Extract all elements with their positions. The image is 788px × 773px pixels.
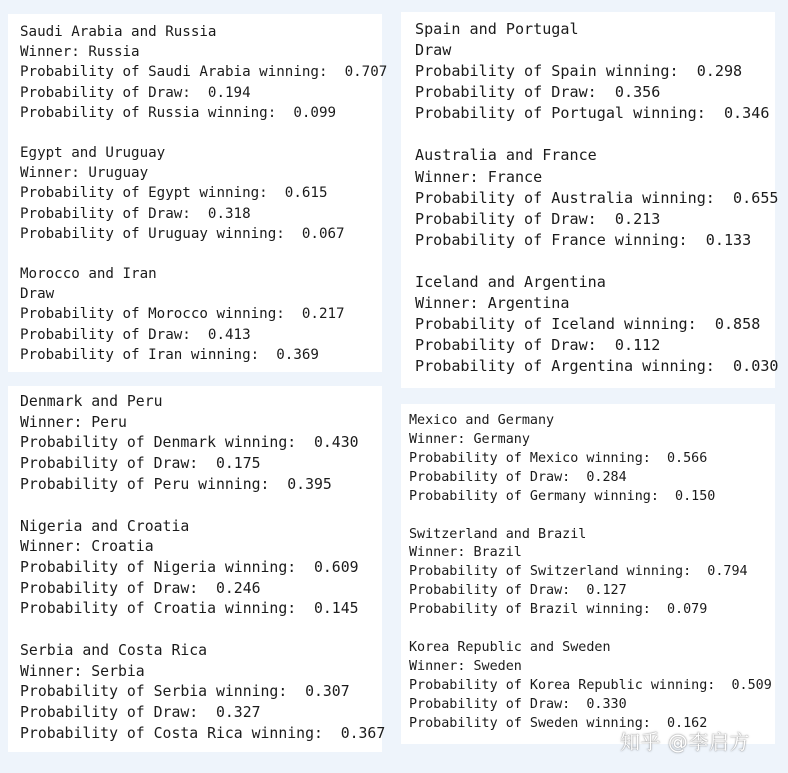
watermark: 知乎 @李启方	[620, 730, 750, 754]
draw-probability: Probability of Draw: 0.127	[409, 583, 627, 599]
match-title: Saudi Arabia and Russia	[20, 24, 217, 40]
home-win-probability: Probability of Australia winning: 0.655	[415, 188, 779, 207]
match-title: Morocco and Iran	[20, 266, 157, 283]
match-block	[20, 641, 386, 745]
draw-probability: Probability of Draw: 0.356	[415, 83, 661, 102]
match-result: Winner: Germany	[409, 431, 530, 447]
results-panel-bottom-left	[8, 386, 386, 752]
match-result: Winner: Uruguay	[20, 165, 149, 182]
spacer	[20, 496, 382, 517]
results-panel-top-right	[401, 12, 779, 388]
draw-probability: Probability of Draw: 0.318	[20, 205, 251, 222]
home-win-probability: Probability of Egypt winning: 0.615	[20, 185, 328, 202]
home-win-probability: Probability of Switzerland winning: 0.794	[409, 564, 748, 580]
match-result: Winner: Argentina	[415, 294, 570, 313]
match-result: Winner: Sweden	[409, 658, 522, 674]
match-title: Serbia and Costa Rica	[20, 642, 208, 660]
match-block	[415, 19, 775, 124]
match-block	[409, 526, 775, 621]
match-title: Denmark and Peru	[20, 393, 163, 410]
match-title: Spain and Portugal	[415, 20, 579, 38]
home-win-probability: Probability of Serbia winning: 0.307	[20, 683, 350, 701]
away-win-probability: Probability of Peru winning: 0.395	[20, 475, 332, 493]
match-title: Australia and France	[415, 146, 597, 165]
match-block	[20, 22, 388, 123]
draw-probability: Probability of Draw: 0.246	[20, 579, 261, 597]
away-win-probability: Probability of Iran winning: 0.369	[20, 346, 319, 363]
away-win-probability: Probability of France winning: 0.133	[415, 230, 752, 249]
away-win-probability: Probability of Croatia winning: 0.145	[20, 600, 359, 618]
results-panel-top-left	[8, 14, 388, 372]
home-win-probability: Probability of Mexico winning: 0.566	[409, 450, 708, 466]
match-title: Nigeria and Croatia	[20, 517, 190, 535]
match-result: Winner: Brazil	[409, 545, 522, 561]
draw-probability: Probability of Draw: 0.213	[415, 209, 661, 228]
match-result: Winner: Croatia	[20, 538, 154, 556]
match-title: Switzerland and Brazil	[409, 526, 587, 542]
match-result: Winner: Russia	[20, 44, 140, 61]
match-title: Egypt and Uruguay	[20, 145, 166, 162]
match-result: Draw	[20, 286, 55, 303]
away-win-probability: Probability of Russia winning: 0.099	[20, 104, 337, 121]
match-result: Winner: Peru	[20, 413, 127, 431]
home-win-probability: Probability of Iceland winning: 0.858	[415, 315, 761, 334]
away-win-probability: Probability of Argentina winning: 0.030	[415, 357, 779, 376]
draw-probability: Probability of Draw: 0.112	[415, 336, 661, 355]
spacer	[20, 244, 382, 264]
home-win-probability: Probability of Spain winning: 0.298	[415, 62, 743, 81]
match-block	[409, 412, 775, 507]
match-block	[415, 272, 779, 377]
match-result: Winner: Serbia	[20, 662, 145, 680]
spacer	[415, 124, 775, 145]
match-title: Mexico and Germany	[409, 413, 555, 428]
match-block	[20, 392, 382, 496]
spacer	[415, 251, 775, 272]
away-win-probability: Probability of Sweden winning: 0.162	[409, 715, 708, 731]
away-win-probability: Probability of Brazil winning: 0.079	[409, 602, 708, 618]
results-panel-bottom-right	[401, 404, 775, 744]
home-win-probability: Probability of Nigeria winning: 0.609	[20, 558, 359, 576]
spacer	[20, 620, 382, 641]
draw-probability: Probability of Draw: 0.413	[20, 326, 251, 343]
match-block	[409, 639, 775, 734]
draw-probability: Probability of Draw: 0.175	[20, 455, 261, 473]
match-result: Winner: France	[415, 167, 543, 186]
match-block	[20, 517, 382, 621]
match-result: Draw	[415, 41, 452, 60]
home-win-probability: Probability of Denmark winning: 0.430	[20, 434, 359, 452]
home-win-probability: Probability of Korea Republic winning: 0.509	[409, 677, 772, 693]
away-win-probability: Probability of Uruguay winning: 0.067	[20, 225, 345, 242]
spacer	[20, 123, 382, 143]
match-block	[20, 264, 382, 365]
away-win-probability: Probability of Costa Rica winning: 0.367	[20, 724, 386, 742]
away-win-probability: Probability of Portugal winning: 0.346	[415, 104, 770, 123]
match-title: Iceland and Argentina	[415, 272, 606, 291]
home-win-probability: Probability of Saudi Arabia winning: 0.707	[20, 64, 388, 81]
spacer	[409, 507, 775, 526]
draw-probability: Probability of Draw: 0.330	[409, 696, 627, 712]
draw-probability: Probability of Draw: 0.327	[20, 704, 261, 722]
draw-probability: Probability of Draw: 0.194	[20, 84, 251, 101]
draw-probability: Probability of Draw: 0.284	[409, 469, 627, 485]
away-win-probability: Probability of Germany winning: 0.150	[409, 488, 716, 504]
match-block	[415, 145, 779, 250]
spacer	[409, 620, 775, 639]
home-win-probability: Probability of Morocco winning: 0.217	[20, 306, 345, 323]
match-title: Korea Republic and Sweden	[409, 640, 611, 656]
match-block	[20, 143, 382, 244]
